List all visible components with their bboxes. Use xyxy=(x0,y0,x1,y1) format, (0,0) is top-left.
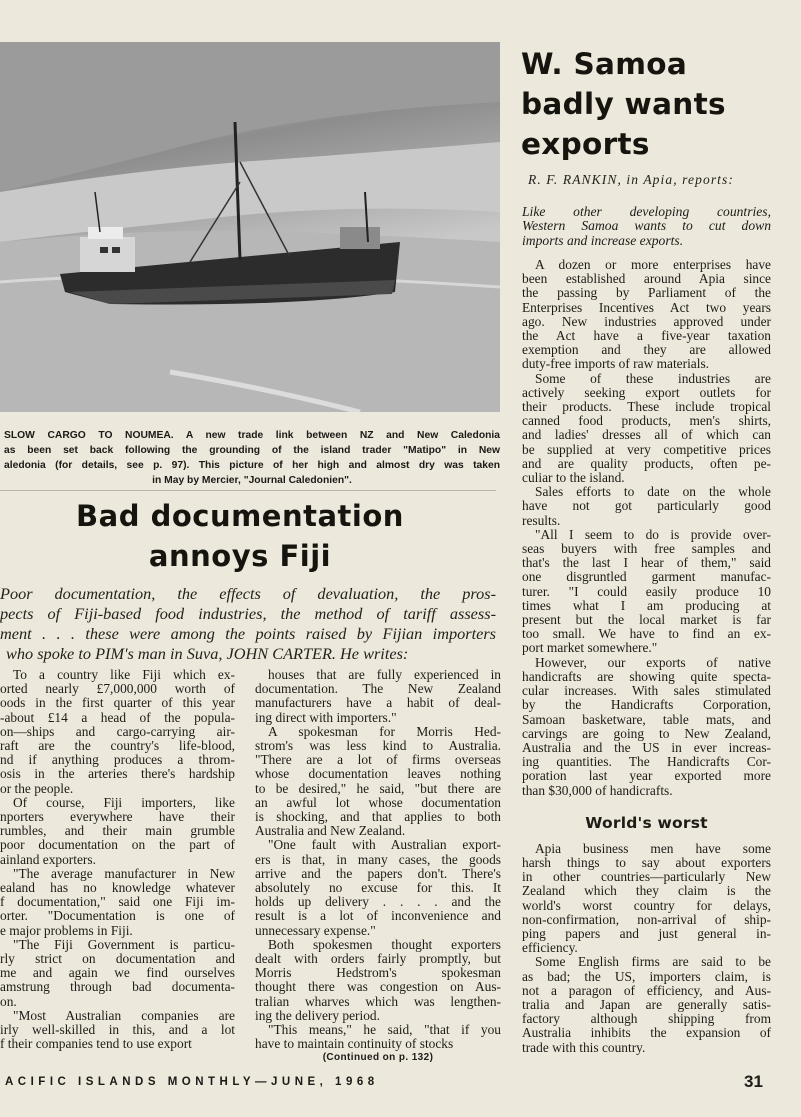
text-line: or the people. xyxy=(0,781,74,796)
ship-photo xyxy=(0,42,500,412)
paragraph xyxy=(522,842,771,956)
text-line: "One fault with Australian export- xyxy=(268,838,501,853)
text-line: be supplied at very competitive prices xyxy=(522,442,771,457)
paragraph xyxy=(522,372,771,486)
text-line: than $30,000 of handicrafts. xyxy=(522,783,673,798)
running-title: ACIFIC ISLANDS MONTHLY—JUNE, 1968 xyxy=(5,1076,379,1088)
right-headline xyxy=(521,44,791,164)
world-worst-subhead: World's worst xyxy=(585,813,708,832)
text-line: present but the local market is far xyxy=(522,613,771,628)
right-body-1 xyxy=(522,258,771,798)
right-body-2 xyxy=(522,842,771,1055)
text-line: "The Fiji Government is particu- xyxy=(13,937,235,952)
text-line: ealand has no knowledge whatever xyxy=(0,881,235,896)
text-line: f their companies tend to use export xyxy=(0,1037,192,1052)
text-line: "Most Australian companies are xyxy=(13,1008,235,1023)
deck-line: Like other developing countries, xyxy=(522,204,771,219)
left-deck xyxy=(0,584,496,664)
headline-line: badly wants xyxy=(521,87,726,121)
caption-line: in May by Mercier, "Journal Caledonien". xyxy=(152,475,352,486)
text-line: absolutely no excuse for this. It xyxy=(255,881,501,896)
paragraph xyxy=(522,528,771,656)
right-deck xyxy=(522,205,771,248)
text-line: dealt with orders fairly promptly, but xyxy=(255,952,501,967)
text-line: harsh things to say about exporters xyxy=(522,855,771,870)
paragraph xyxy=(255,1023,501,1051)
deck-line: Poor documentation, the effects of devaluation, the pros- xyxy=(0,584,496,603)
text-line: on. xyxy=(0,994,17,1009)
text-line: that's the last I hear of them," said xyxy=(522,556,771,571)
text-line: ing direct with importers." xyxy=(255,710,397,725)
text-line: rumbles, and their main grumble xyxy=(0,824,235,839)
paragraph xyxy=(0,938,235,1009)
text-line: their products. These include tropical xyxy=(522,400,771,415)
text-line: oods in the first quarter of this year xyxy=(0,696,235,711)
text-line: e major problems in Fiji. xyxy=(0,923,133,938)
headline-line: exports xyxy=(521,127,650,161)
text-line: holds up delivery . . . . and the xyxy=(255,895,501,910)
text-line: orted nearly £7,000,000 worth of xyxy=(0,682,235,697)
text-line: To a country like Fiji which ex- xyxy=(13,668,235,682)
text-line: Australia and the US in ever increas- xyxy=(522,740,771,755)
text-line: nporters everywhere have their xyxy=(0,810,235,825)
text-line: osis in the arteries there's hardship xyxy=(0,767,235,782)
text-line: However, our exports of native xyxy=(535,655,771,670)
text-line: and are quality products, often pe- xyxy=(522,456,771,471)
continued-note: (Continued on p. 132) xyxy=(322,1052,434,1064)
text-line: is shocking, and that applies to both xyxy=(255,810,501,825)
text-line: ainland exporters. xyxy=(0,852,96,867)
divider xyxy=(0,490,496,491)
text-line: an awful lot whose documentation xyxy=(255,795,501,810)
paragraph xyxy=(255,725,501,839)
text-line: canned food products, men's shirts, xyxy=(522,414,771,429)
photo-caption xyxy=(4,428,500,488)
text-line: result is a lot of inconvenience and xyxy=(255,909,501,924)
text-line: trade with this country. xyxy=(522,1040,646,1055)
text-line: duty-free imports of raw materials. xyxy=(522,357,710,372)
paragraph xyxy=(0,796,235,867)
text-line: culiar to the island. xyxy=(522,471,625,486)
text-line: the Act have a five-year taxation xyxy=(522,329,771,344)
left-headline xyxy=(0,496,480,576)
paragraph xyxy=(0,867,235,938)
page-number: 31 xyxy=(744,1072,763,1091)
paragraph xyxy=(255,938,501,1023)
text-line: thought there was congestion on Aus- xyxy=(255,980,501,995)
text-line: tralia and Japan are generally satis- xyxy=(522,997,771,1012)
text-line: have not got particularly good xyxy=(522,499,771,514)
deck-line: ment . . . these were among the points raised by Fijian importers xyxy=(0,624,496,643)
text-line: me and again we find ourselves xyxy=(0,966,235,981)
byline: R. F. RANKIN, in Apia, reports: xyxy=(528,172,734,187)
caption-line: as been set back following the grounding of the island trader "Matipo" in New xyxy=(4,445,500,456)
text-line: Of course, Fiji importers, like xyxy=(13,795,235,810)
text-line: unnecessary expense." xyxy=(255,923,376,938)
text-line: Morris Hedstrom's spokesman xyxy=(255,966,501,981)
text-line: carvings are going to New Zealand, xyxy=(522,726,771,741)
text-line: Sales efforts to date on the whole xyxy=(535,485,771,500)
paragraph xyxy=(522,485,771,528)
text-line: Samoan basketware, table mats, and xyxy=(522,712,771,727)
left-column-1 xyxy=(0,668,235,1051)
text-line: not a paragon of efficiency, and Aus- xyxy=(522,983,771,998)
caption-line: SLOW CARGO TO NOUMEA. A new trade link between NZ and New Caledonia xyxy=(4,430,500,441)
right-column xyxy=(522,258,771,1055)
text-line: ers is that, in many cases, the goods xyxy=(255,852,501,867)
headline-line: annoys Fiji xyxy=(148,539,332,573)
text-line: port market somewhere." xyxy=(522,641,658,656)
headline-line: Bad documentation xyxy=(76,499,404,533)
text-line: the passing by Parliament of the xyxy=(522,286,771,301)
paragraph xyxy=(522,656,771,798)
text-line: A spokesman for Morris Hed- xyxy=(268,724,501,739)
text-line: exemption and they are allowed xyxy=(522,343,771,358)
text-line: actively seeking export outlets for xyxy=(522,385,771,400)
text-line: to be desired," he said, "but there are xyxy=(255,781,501,796)
text-line: Both spokesmen thought exporters xyxy=(268,937,501,952)
text-line: times what I am producing at xyxy=(522,598,771,613)
deck-line: pects of Fiji-based food industries, the method of tariff assess- xyxy=(0,604,496,623)
text-line: Some English firms are said to be xyxy=(535,955,771,970)
paragraph xyxy=(0,668,235,796)
text-line: ing the delivery period. xyxy=(255,1008,380,1023)
text-line: factory although shipping from xyxy=(522,1012,771,1027)
text-line: Enterprises Incentives Act two years xyxy=(522,300,771,315)
text-line: nd if anything produces a throm- xyxy=(0,753,235,768)
headline-line: W. Samoa xyxy=(521,47,688,81)
text-line: f documentation," said one Fiji im- xyxy=(0,895,235,910)
text-line: irly well-skilled in this, and a lot xyxy=(0,1023,235,1038)
text-line: been established around Apia since xyxy=(522,272,771,287)
text-line: "All I seem to do is provide over- xyxy=(535,527,771,542)
text-line: tralian wharves which was lengthen- xyxy=(255,994,501,1009)
paragraph xyxy=(522,955,771,1054)
text-line: "There are a lot of firms overseas xyxy=(255,753,501,768)
text-line: poor documentation on the part of xyxy=(0,838,235,853)
paragraph xyxy=(0,1009,235,1052)
text-line: "This means," he said, "that if you xyxy=(268,1023,501,1038)
text-line: arrive and the papers don't. There's xyxy=(255,866,501,881)
text-line: Apia business men have some xyxy=(535,841,771,856)
paragraph xyxy=(522,258,771,372)
text-line: raft are the country's life-blood, xyxy=(0,739,235,754)
text-line: non-confirmation, non-arrival of ship- xyxy=(522,912,771,927)
text-line: turer. "I could easily produce 10 xyxy=(522,584,771,599)
text-line: houses that are fully experienced in xyxy=(268,668,501,682)
text-line: ping papers and just general in- xyxy=(522,926,771,941)
text-line: manufacturers have a habit of deal- xyxy=(255,696,501,711)
text-line: cular increases. With sales stimulated xyxy=(522,684,771,699)
text-line: efficiency. xyxy=(522,941,578,956)
text-line: seas buyers with free samples and xyxy=(522,542,771,557)
text-line: have to maintain continuity of stocks xyxy=(255,1037,454,1052)
text-line: by the Handicrafts Corporation, xyxy=(522,698,771,713)
text-line: documentation. The New Zealand xyxy=(255,682,501,697)
paragraph xyxy=(255,668,501,725)
text-line: results. xyxy=(522,513,561,528)
left-column-2 xyxy=(255,668,501,1064)
text-line: world's worst country for delays, xyxy=(522,898,771,913)
deck-line: who spoke to PIM's man in Suva, JOHN CARTER. He writes: xyxy=(6,644,409,663)
text-line: as bad; the US, importers claim, is xyxy=(522,969,771,984)
text-line: Australia and New Zealand. xyxy=(255,824,406,839)
text-line: ing quantities. The Handicrafts Cor- xyxy=(522,755,771,770)
text-line: orter. "Documentation is one of xyxy=(0,909,235,924)
text-line: "The average manufacturer in New xyxy=(13,866,235,881)
deck-line: Western Samoa wants to cut down xyxy=(522,218,771,234)
text-line: Australia inhibits the expansion of xyxy=(522,1026,771,1041)
caption-line: aledonia (for details, see p. 97). This picture of her high and almost dry was taken xyxy=(4,460,500,471)
text-line: Some of these industries are xyxy=(535,371,771,386)
text-line: too small. We have to find an ex- xyxy=(522,627,771,642)
paragraph xyxy=(255,838,501,937)
text-line: whose documentation leaves nothing xyxy=(255,767,501,782)
text-line: -about £14 a head of the popula- xyxy=(0,710,235,725)
deck-line: imports and increase exports. xyxy=(522,232,684,248)
text-line: A dozen or more enterprises have xyxy=(535,258,771,272)
text-line: Zealand which they claim is the xyxy=(522,884,771,899)
text-line: handicrafts are showing quite specta- xyxy=(522,669,771,684)
text-line: amstrung through bad documenta- xyxy=(0,980,235,995)
text-line: strom's was less kind to Australia. xyxy=(255,739,501,754)
text-line: one disgruntled garment manufac- xyxy=(522,570,771,585)
text-line: poration last year exported more xyxy=(522,769,771,784)
text-line: ago. New industries approved under xyxy=(522,314,771,329)
text-line: on—ships and cargo-carrying air- xyxy=(0,724,235,739)
text-line: rly strict on documentation and xyxy=(0,952,235,967)
text-line: in other countries—particularly New xyxy=(522,870,771,885)
text-line: and ladies' dresses all of which can xyxy=(522,428,771,443)
